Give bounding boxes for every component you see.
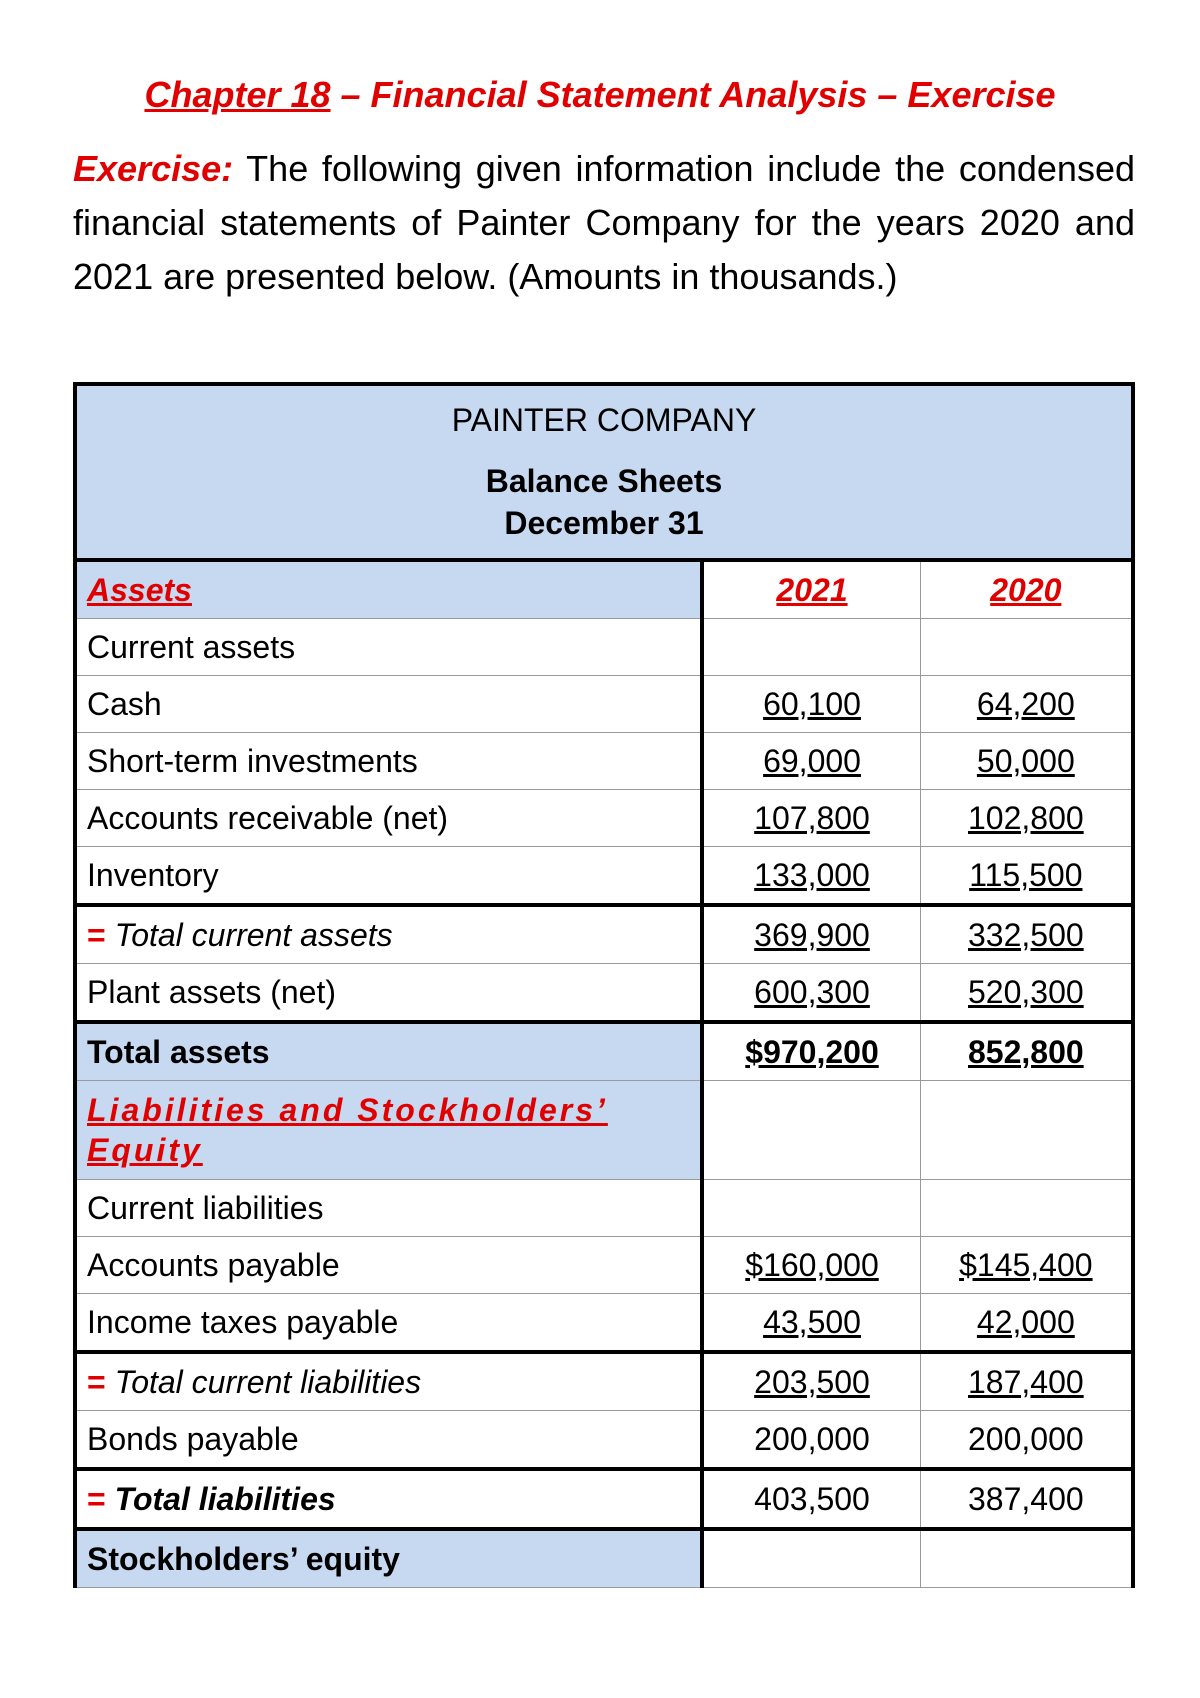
year-2021-header: 2021 (702, 560, 920, 619)
cell-2021 (702, 1081, 920, 1180)
cell-2020: 42,000 (920, 1294, 1133, 1353)
heading-rest: – Financial Statement Analysis – Exercise (330, 74, 1056, 115)
cell-2020: 332,500 (920, 905, 1133, 964)
row-label: Total assets (75, 1022, 702, 1081)
row-label: Short-term investments (75, 733, 702, 790)
table-row (75, 619, 1133, 676)
chapter-label: Chapter 18 (144, 74, 331, 115)
intro-text: The following given information include the condensed financial statements of Painter Company for the years 2020 and 2021 are presented below. (Amounts in thousands.) (73, 148, 1135, 297)
table-header (75, 384, 1133, 560)
table-header-row (75, 384, 1133, 560)
row-label: = Total current assets (75, 905, 702, 964)
cell-2021: 369,900 (702, 905, 920, 964)
liabilities-header: Liabilities and Stockholders’ Equity (75, 1081, 702, 1180)
cell-2021 (702, 1529, 920, 1588)
cell-2021: 60,100 (702, 676, 920, 733)
statement-date: December 31 (504, 505, 704, 541)
row-label: Current assets (75, 619, 702, 676)
table-row (75, 1081, 1133, 1180)
cell-2020 (920, 1180, 1133, 1237)
cell-2021: $160,000 (702, 1237, 920, 1294)
table-row (75, 964, 1133, 1023)
row-label: Bonds payable (75, 1411, 702, 1470)
cell-2020: 387,400 (920, 1469, 1133, 1529)
year-2020-header: 2020 (920, 560, 1133, 619)
cell-2020 (920, 619, 1133, 676)
cell-2021: 200,000 (702, 1411, 920, 1470)
table-row (75, 1294, 1133, 1353)
table-row (75, 1529, 1133, 1588)
table-row (75, 676, 1133, 733)
row-label: Income taxes payable (75, 1294, 702, 1353)
cell-2021: 133,000 (702, 847, 920, 906)
table-row (75, 1022, 1133, 1081)
table-row (75, 1469, 1133, 1529)
row-label: Stockholders’ equity (75, 1529, 702, 1588)
cell-2021 (702, 619, 920, 676)
cell-2020: 200,000 (920, 1411, 1133, 1470)
cell-2020: 520,300 (920, 964, 1133, 1023)
cell-2021: 203,500 (702, 1352, 920, 1411)
cell-2020 (920, 1529, 1133, 1588)
cell-2021: 43,500 (702, 1294, 920, 1353)
table-row (75, 733, 1133, 790)
assets-header: Assets (75, 560, 702, 619)
table-row (75, 847, 1133, 906)
cell-2020: 852,800 (920, 1022, 1133, 1081)
cell-2021: 69,000 (702, 733, 920, 790)
row-label: Cash (75, 676, 702, 733)
row-label: Current liabilities (75, 1180, 702, 1237)
cell-2021: 107,800 (702, 790, 920, 847)
cell-2020: 187,400 (920, 1352, 1133, 1411)
row-label: Plant assets (net) (75, 964, 702, 1023)
table-row (75, 790, 1133, 847)
page-heading (0, 70, 1200, 120)
row-label: = Total liabilities (75, 1469, 702, 1529)
table-row (75, 1411, 1133, 1470)
cell-2020 (920, 1081, 1133, 1180)
company-name: PAINTER COMPANY (451, 402, 757, 438)
cell-2020: 64,200 (920, 676, 1133, 733)
cell-2020: 50,000 (920, 733, 1133, 790)
cell-2020: $145,400 (920, 1237, 1133, 1294)
table-row (75, 560, 1133, 619)
row-label: = Total current liabilities (75, 1352, 702, 1411)
balance-sheet-table (73, 382, 1135, 1588)
cell-2021: 403,500 (702, 1469, 920, 1529)
intro-paragraph (73, 142, 1135, 304)
table-row (75, 1352, 1133, 1411)
row-label: Inventory (75, 847, 702, 906)
table-row (75, 1180, 1133, 1237)
cell-2021 (702, 1180, 920, 1237)
cell-2021: $970,200 (702, 1022, 920, 1081)
cell-2020: 102,800 (920, 790, 1133, 847)
statement-title: Balance Sheets (485, 463, 723, 499)
cell-2021: 600,300 (702, 964, 920, 1023)
table-row (75, 1237, 1133, 1294)
table-row (75, 905, 1133, 964)
intro-lead: Exercise: (73, 148, 234, 189)
row-label: Accounts payable (75, 1237, 702, 1294)
cell-2020: 115,500 (920, 847, 1133, 906)
row-label: Accounts receivable (net) (75, 790, 702, 847)
